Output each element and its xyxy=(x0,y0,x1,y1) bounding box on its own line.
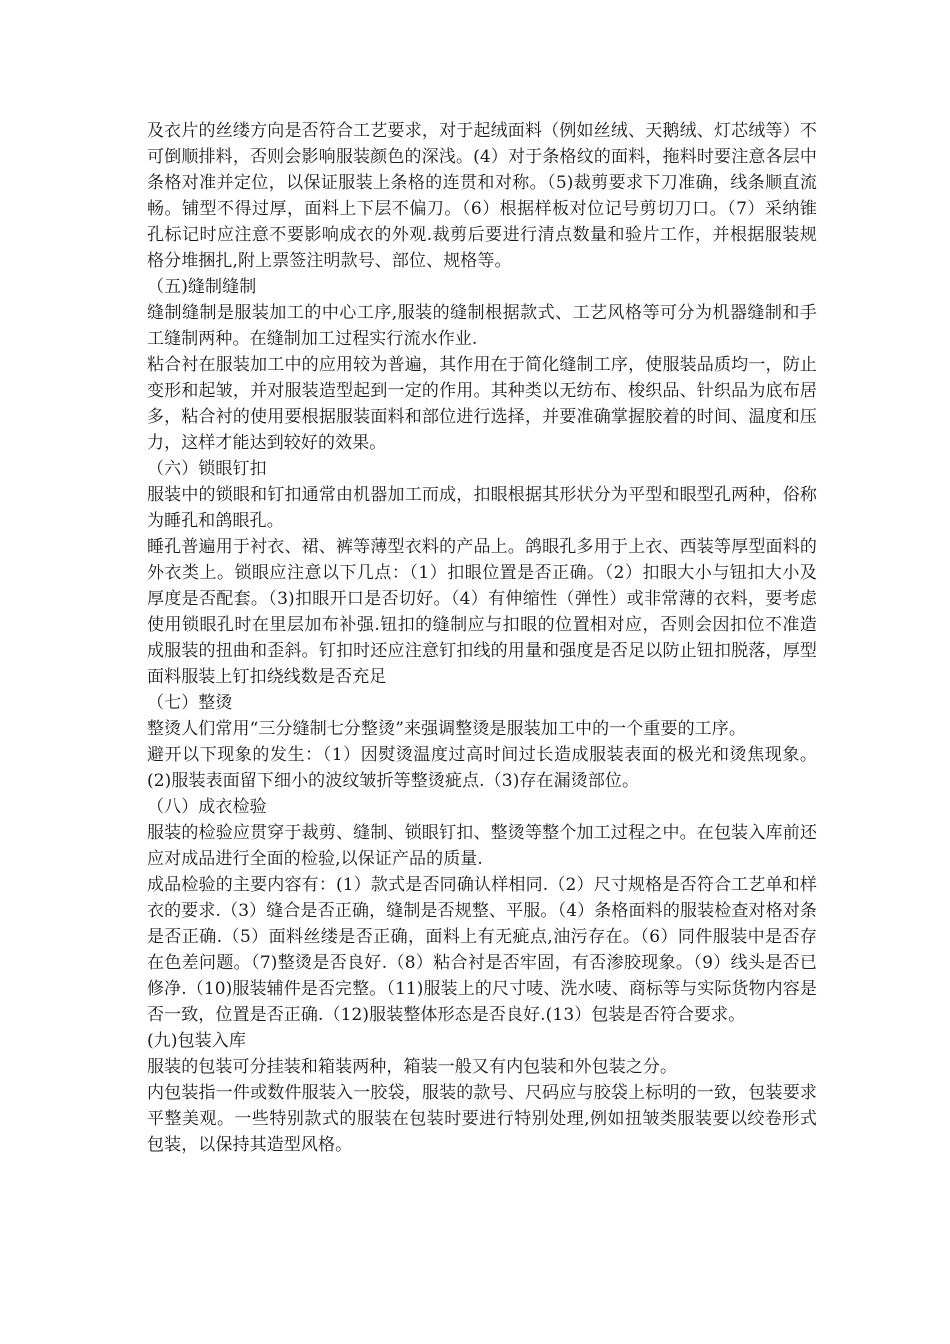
para-inspection-items: 成品检验的主要内容有：(1）款式是否同确认样相同.（2）尺寸规格是否符合工艺单和样衣的要求.（3）缝合是否正确，缝制是否规整、平服。（4）条格面料的服装检查对格对条是否正确.（5）面料丝缕是否正确，面料上有无疵点,油污存在。（6）同件服装中是否存在色差问题。（7)整烫是否良好.（8）粘合衬是否牢固，有否渗胶现象。（9）线头是否已修净.（10)服装辅件是否完整。（11)服装上的尺寸唛、洗水唛、商标等与实际货物内容是否一致，位置是否正确.（12)服装整体形态是否良好.(13）包装是否符合要求。 xyxy=(147,875,817,1025)
para-ironing-avoid: 避开以下现象的发生：（1）因熨烫温度过高时间过长造成服装表面的极光和烫焦现象。(2)服装表面留下细小的波纹皱折等整烫疵点.（3)存在漏烫部位。 xyxy=(147,745,817,791)
para-packing-types: 服装的包装可分挂装和箱装两种，箱装一般又有内包装和外包装之分。 xyxy=(147,1057,678,1077)
heading-ironing: （七）整烫 xyxy=(147,693,233,713)
para-interlining: 粘合衬在服装加工中的应用较为普遍，其作用在于简化缝制工序，使服装品质均一，防止变形和起皱，并对服装造型起到一定的作用。其种类以无纺布、梭织品、针织品为底布居多，粘合衬的使用要根据服装面料和部位进行选择，并要准确掌握胶着的时间、温度和压力，这样才能达到较好的效果。 xyxy=(147,355,817,453)
heading-sewing: （五)缝制缝制 xyxy=(147,277,257,297)
para-sewing-intro: 缝制缝制是服装加工的中心工序,服装的缝制根据款式、工艺风格等可分为机器缝制和手工缝制两种。在缝制加工过程实行流水作业. xyxy=(147,303,817,349)
para-inner-packing: 内包装指一件或数件服装入一胶袋，服装的款号、尺码应与胶袋上标明的一致，包装要求平整美观。一些特别款式的服装在包装时要进行特别处理,例如扭皱类服装要以绞卷形式包装，以保持其造型风格。 xyxy=(147,1083,817,1155)
document-page xyxy=(147,118,817,1158)
para-cutting-requirements: 及衣片的丝缕方向是否符合工艺要求，对于起绒面料（例如丝绒、天鹅绒、灯芯绒等）不可倒顺排料，否则会影响服装颜色的深浅。(4）对于条格纹的面料，拖料时要注意各层中条格对准并定位，以保证服装上条格的连贯和对称。（5)裁剪要求下刀准确，线条顺直流畅。铺型不得过厚，面料上下层不偏刀。（6）根据样板对位记号剪切刀口。（7）采纳锥孔标记时应注意不要影响成衣的外观.裁剪后要进行清点数量和验片工作，并根据服装规格分堆捆扎,附上票签注明款号、部位、规格等。 xyxy=(147,121,817,271)
heading-packing: (九)包装入库 xyxy=(147,1031,246,1051)
para-buttonhole-types: 服装中的锁眼和钉扣通常由机器加工而成，扣眼根据其形状分为平型和眼型孔两种，俗称为睡孔和鸽眼孔。 xyxy=(147,485,817,531)
heading-buttonholing: （六）锁眼钉扣 xyxy=(147,459,267,479)
heading-inspection: （八）成衣检验 xyxy=(147,797,267,817)
para-buttonhole-checks: 睡孔普遍用于衬衣、裙、裤等薄型衣料的产品上。鸽眼孔多用于上衣、西装等厚型面料的外衣类上。锁眼应注意以下几点：（1）扣眼位置是否正确。（2）扣眼大小与钮扣大小及厚度是否配套。（3)扣眼开口是否切好。（4）有伸缩性（弹性）或非常薄的衣料，要考虑使用锁眼孔时在里层加布补强.钮扣的缝制应与扣眼的位置相对应，否则会因扣位不准造成服装的扭曲和歪斜。钉扣时还应注意钉扣线的用量和强度是否足以防止钮扣脱落，厚型面料服装上钉扣绕线数是否充足 xyxy=(147,537,817,687)
para-inspection-intro: 服装的检验应贯穿于裁剪、缝制、锁眼钉扣、整烫等整个加工过程之中。在包装入库前还应对成品进行全面的检验,以保证产品的质量. xyxy=(147,823,817,869)
para-ironing-intro: 整烫人们常用“三分缝制七分整烫”来强调整烫是服装加工中的一个重要的工序。 xyxy=(147,719,746,739)
